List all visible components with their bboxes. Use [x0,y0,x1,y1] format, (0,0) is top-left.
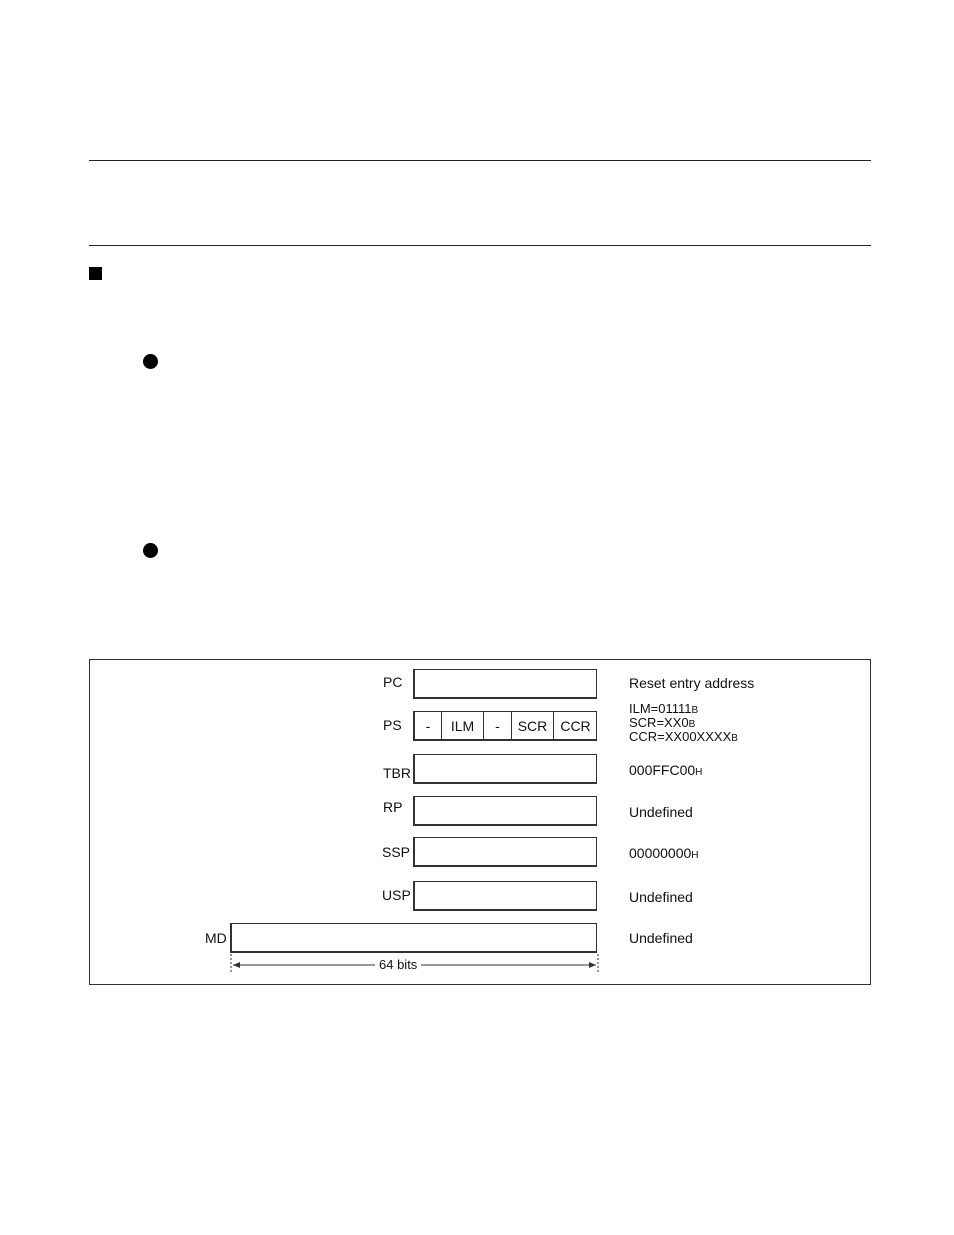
md-initial-value: Undefined [629,930,693,946]
tbr-label: TBR [383,765,411,781]
ps-ilm-value: ILM=01111B [629,701,699,716]
ps-label: PS [383,717,402,733]
rp-initial-value: Undefined [629,804,693,820]
ps-field-ccr: CCR [553,712,597,739]
rp-label: RP [383,799,403,815]
width-dimension-line [90,660,870,984]
register-initial-values-figure [89,659,871,985]
width-label: 64 bits [375,957,421,972]
bullet-icon [143,543,158,558]
section-rule [89,245,871,246]
ps-ccr-value: CCR=XX00XXXXB [629,729,738,744]
ps-field-scr: SCR [511,712,553,739]
top-rule [89,160,871,161]
pc-initial-value: Reset entry address [629,675,755,691]
ssp-label: SSP [382,844,411,860]
section-marker-icon [89,267,102,280]
usp-initial-value: Undefined [629,889,693,905]
tbr-initial-value: 000FFC00H [629,762,703,778]
ps-field-reserved-2: - [483,712,511,739]
md-label: MD [205,930,227,946]
pc-label: PC [383,674,403,690]
ps-scr-value: SCR=XX0B [629,715,696,730]
ps-field-reserved-1: - [425,717,431,734]
ssp-initial-value: 00000000H [629,845,699,861]
ps-field-ilm: ILM [441,712,483,739]
bullet-icon [143,354,158,369]
usp-label: USP [382,887,411,903]
